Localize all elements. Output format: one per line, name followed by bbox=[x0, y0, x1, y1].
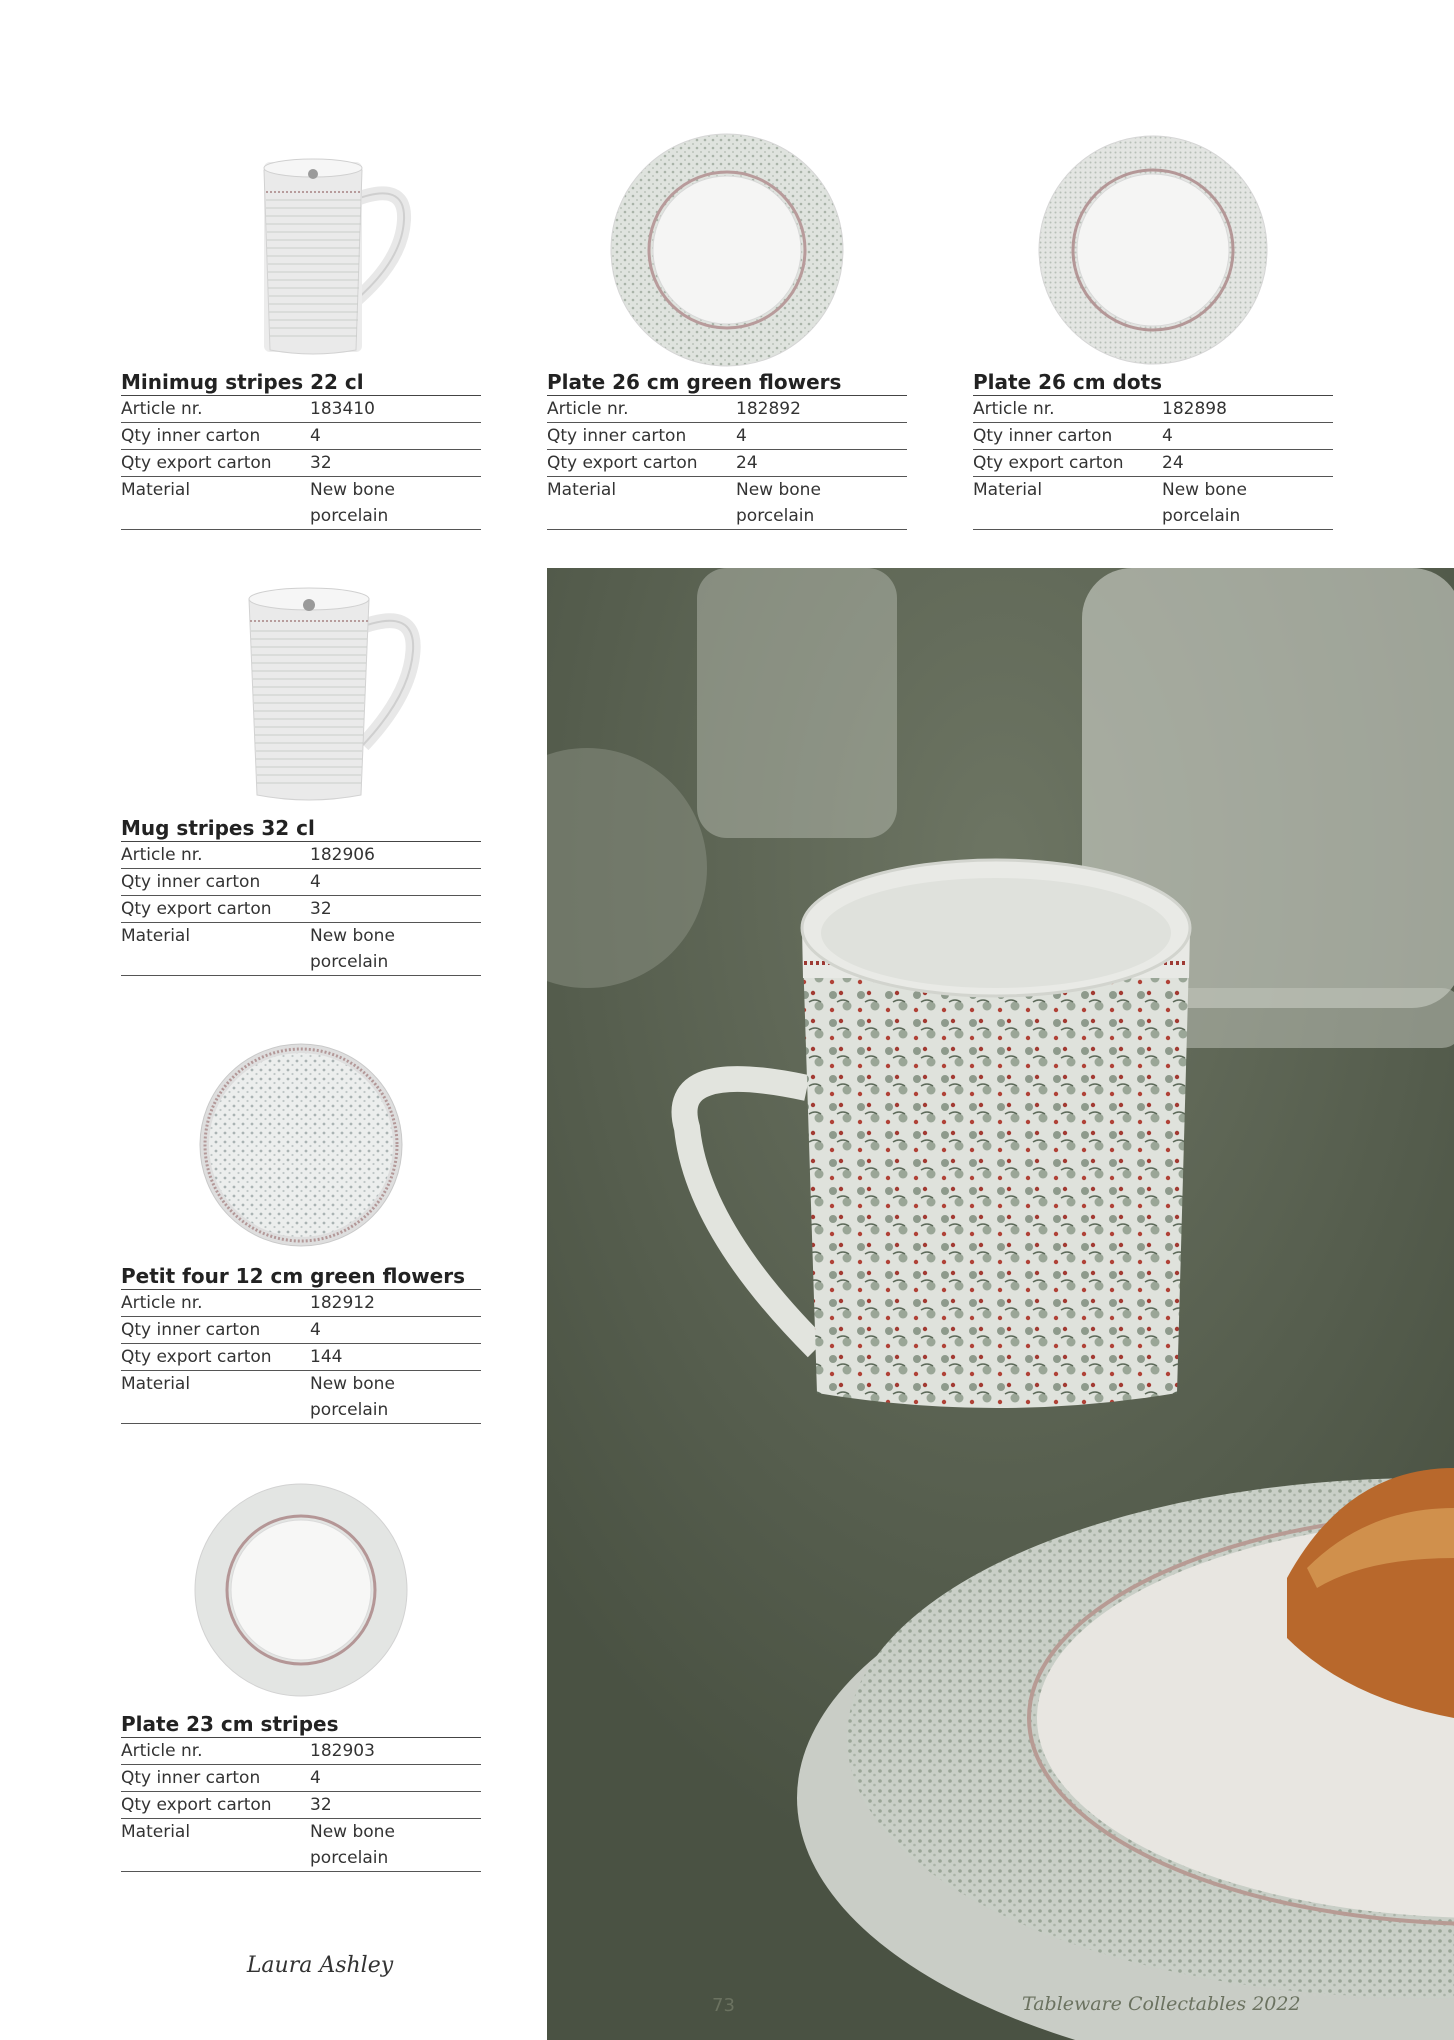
value-inner: 4 bbox=[310, 1320, 321, 1340]
value-export: 24 bbox=[1162, 453, 1184, 473]
label-material: Material bbox=[973, 480, 1043, 500]
value-export: 144 bbox=[310, 1347, 343, 1367]
value-inner: 4 bbox=[310, 1768, 321, 1788]
value-material: New bone porcelain bbox=[310, 1822, 395, 1868]
spec-export bbox=[121, 1344, 481, 1371]
label-material: Material bbox=[121, 480, 191, 500]
value-article: 182892 bbox=[736, 399, 801, 419]
spec-material bbox=[121, 477, 481, 530]
product-image bbox=[121, 1040, 481, 1250]
spec-material bbox=[121, 1371, 481, 1424]
spec-article bbox=[121, 396, 481, 423]
table-setting-illustration bbox=[547, 568, 1454, 2040]
footer-brand: Laura Ashley bbox=[246, 1953, 394, 1978]
label-export: Qty export carton bbox=[547, 453, 698, 473]
value-article: 183410 bbox=[310, 399, 375, 419]
spec-article bbox=[973, 396, 1333, 423]
value-article: 182906 bbox=[310, 845, 375, 865]
spec-export bbox=[547, 450, 907, 477]
label-export: Qty export carton bbox=[121, 1347, 272, 1367]
value-material: New bone porcelain bbox=[736, 480, 821, 526]
label-material: Material bbox=[121, 1374, 191, 1394]
label-article: Article nr. bbox=[973, 399, 1055, 419]
label-article: Article nr. bbox=[547, 399, 629, 419]
lifestyle-photo bbox=[547, 568, 1454, 2040]
value-material: New bone porcelain bbox=[310, 480, 395, 526]
spec-article bbox=[121, 1738, 481, 1765]
spec-article bbox=[547, 396, 907, 423]
label-article: Article nr. bbox=[121, 1293, 203, 1313]
label-export: Qty export carton bbox=[121, 453, 272, 473]
mug-icon bbox=[176, 140, 426, 360]
product-image bbox=[121, 577, 481, 805]
product-image bbox=[973, 140, 1333, 360]
value-material: New bone porcelain bbox=[1162, 480, 1247, 526]
value-export: 32 bbox=[310, 899, 332, 919]
spec-export bbox=[121, 896, 481, 923]
product-image bbox=[121, 1482, 481, 1698]
value-export: 32 bbox=[310, 453, 332, 473]
spec-article bbox=[121, 842, 481, 869]
value-inner: 4 bbox=[736, 426, 747, 446]
spec-material bbox=[547, 477, 907, 530]
label-export: Qty export carton bbox=[973, 453, 1124, 473]
value-inner: 4 bbox=[310, 426, 321, 446]
spec-material bbox=[973, 477, 1333, 530]
product-title: Plate 26 cm dots bbox=[973, 370, 1333, 396]
value-material: New bone porcelain bbox=[310, 926, 395, 972]
spec-material bbox=[121, 923, 481, 976]
product-title: Plate 23 cm stripes bbox=[121, 1712, 481, 1738]
product-title: Petit four 12 cm green flowers bbox=[121, 1264, 481, 1290]
value-article: 182912 bbox=[310, 1293, 375, 1313]
value-export: 32 bbox=[310, 1795, 332, 1815]
product-title: Plate 26 cm green flowers bbox=[547, 370, 907, 396]
label-inner: Qty inner carton bbox=[121, 872, 261, 892]
value-inner: 4 bbox=[310, 872, 321, 892]
spec-export bbox=[121, 450, 481, 477]
value-article: 182903 bbox=[310, 1741, 375, 1761]
product-title: Mug stripes 32 cl bbox=[121, 816, 481, 842]
label-export: Qty export carton bbox=[121, 899, 272, 919]
spec-article bbox=[121, 1290, 481, 1317]
label-inner: Qty inner carton bbox=[121, 426, 261, 446]
value-material: New bone porcelain bbox=[310, 1374, 395, 1420]
label-inner: Qty inner carton bbox=[973, 426, 1113, 446]
spec-inner bbox=[121, 1765, 481, 1792]
plate-icon bbox=[196, 1040, 406, 1250]
label-inner: Qty inner carton bbox=[121, 1320, 261, 1340]
label-article: Article nr. bbox=[121, 399, 203, 419]
plate-icon bbox=[1033, 130, 1273, 370]
spec-export bbox=[973, 450, 1333, 477]
page-number: 73 bbox=[712, 1995, 735, 2016]
value-inner: 4 bbox=[1162, 426, 1173, 446]
spec-inner bbox=[121, 1317, 481, 1344]
spec-inner bbox=[121, 869, 481, 896]
mug-icon bbox=[171, 577, 431, 805]
spec-inner bbox=[121, 423, 481, 450]
label-inner: Qty inner carton bbox=[121, 1768, 261, 1788]
value-article: 182898 bbox=[1162, 399, 1227, 419]
plate-icon bbox=[607, 130, 847, 370]
spec-export bbox=[121, 1792, 481, 1819]
spec-material bbox=[121, 1819, 481, 1872]
label-material: Material bbox=[121, 926, 191, 946]
catalog-title: Tableware Collectables 2022 bbox=[1022, 1993, 1301, 2015]
spec-inner bbox=[547, 423, 907, 450]
value-export: 24 bbox=[736, 453, 758, 473]
label-material: Material bbox=[547, 480, 617, 500]
label-inner: Qty inner carton bbox=[547, 426, 687, 446]
product-image bbox=[121, 140, 481, 360]
product-title: Minimug stripes 22 cl bbox=[121, 370, 481, 396]
label-article: Article nr. bbox=[121, 845, 203, 865]
spec-inner bbox=[973, 423, 1333, 450]
label-export: Qty export carton bbox=[121, 1795, 272, 1815]
product-image bbox=[547, 140, 907, 360]
label-article: Article nr. bbox=[121, 1741, 203, 1761]
plate-icon bbox=[193, 1482, 409, 1698]
label-material: Material bbox=[121, 1822, 191, 1842]
